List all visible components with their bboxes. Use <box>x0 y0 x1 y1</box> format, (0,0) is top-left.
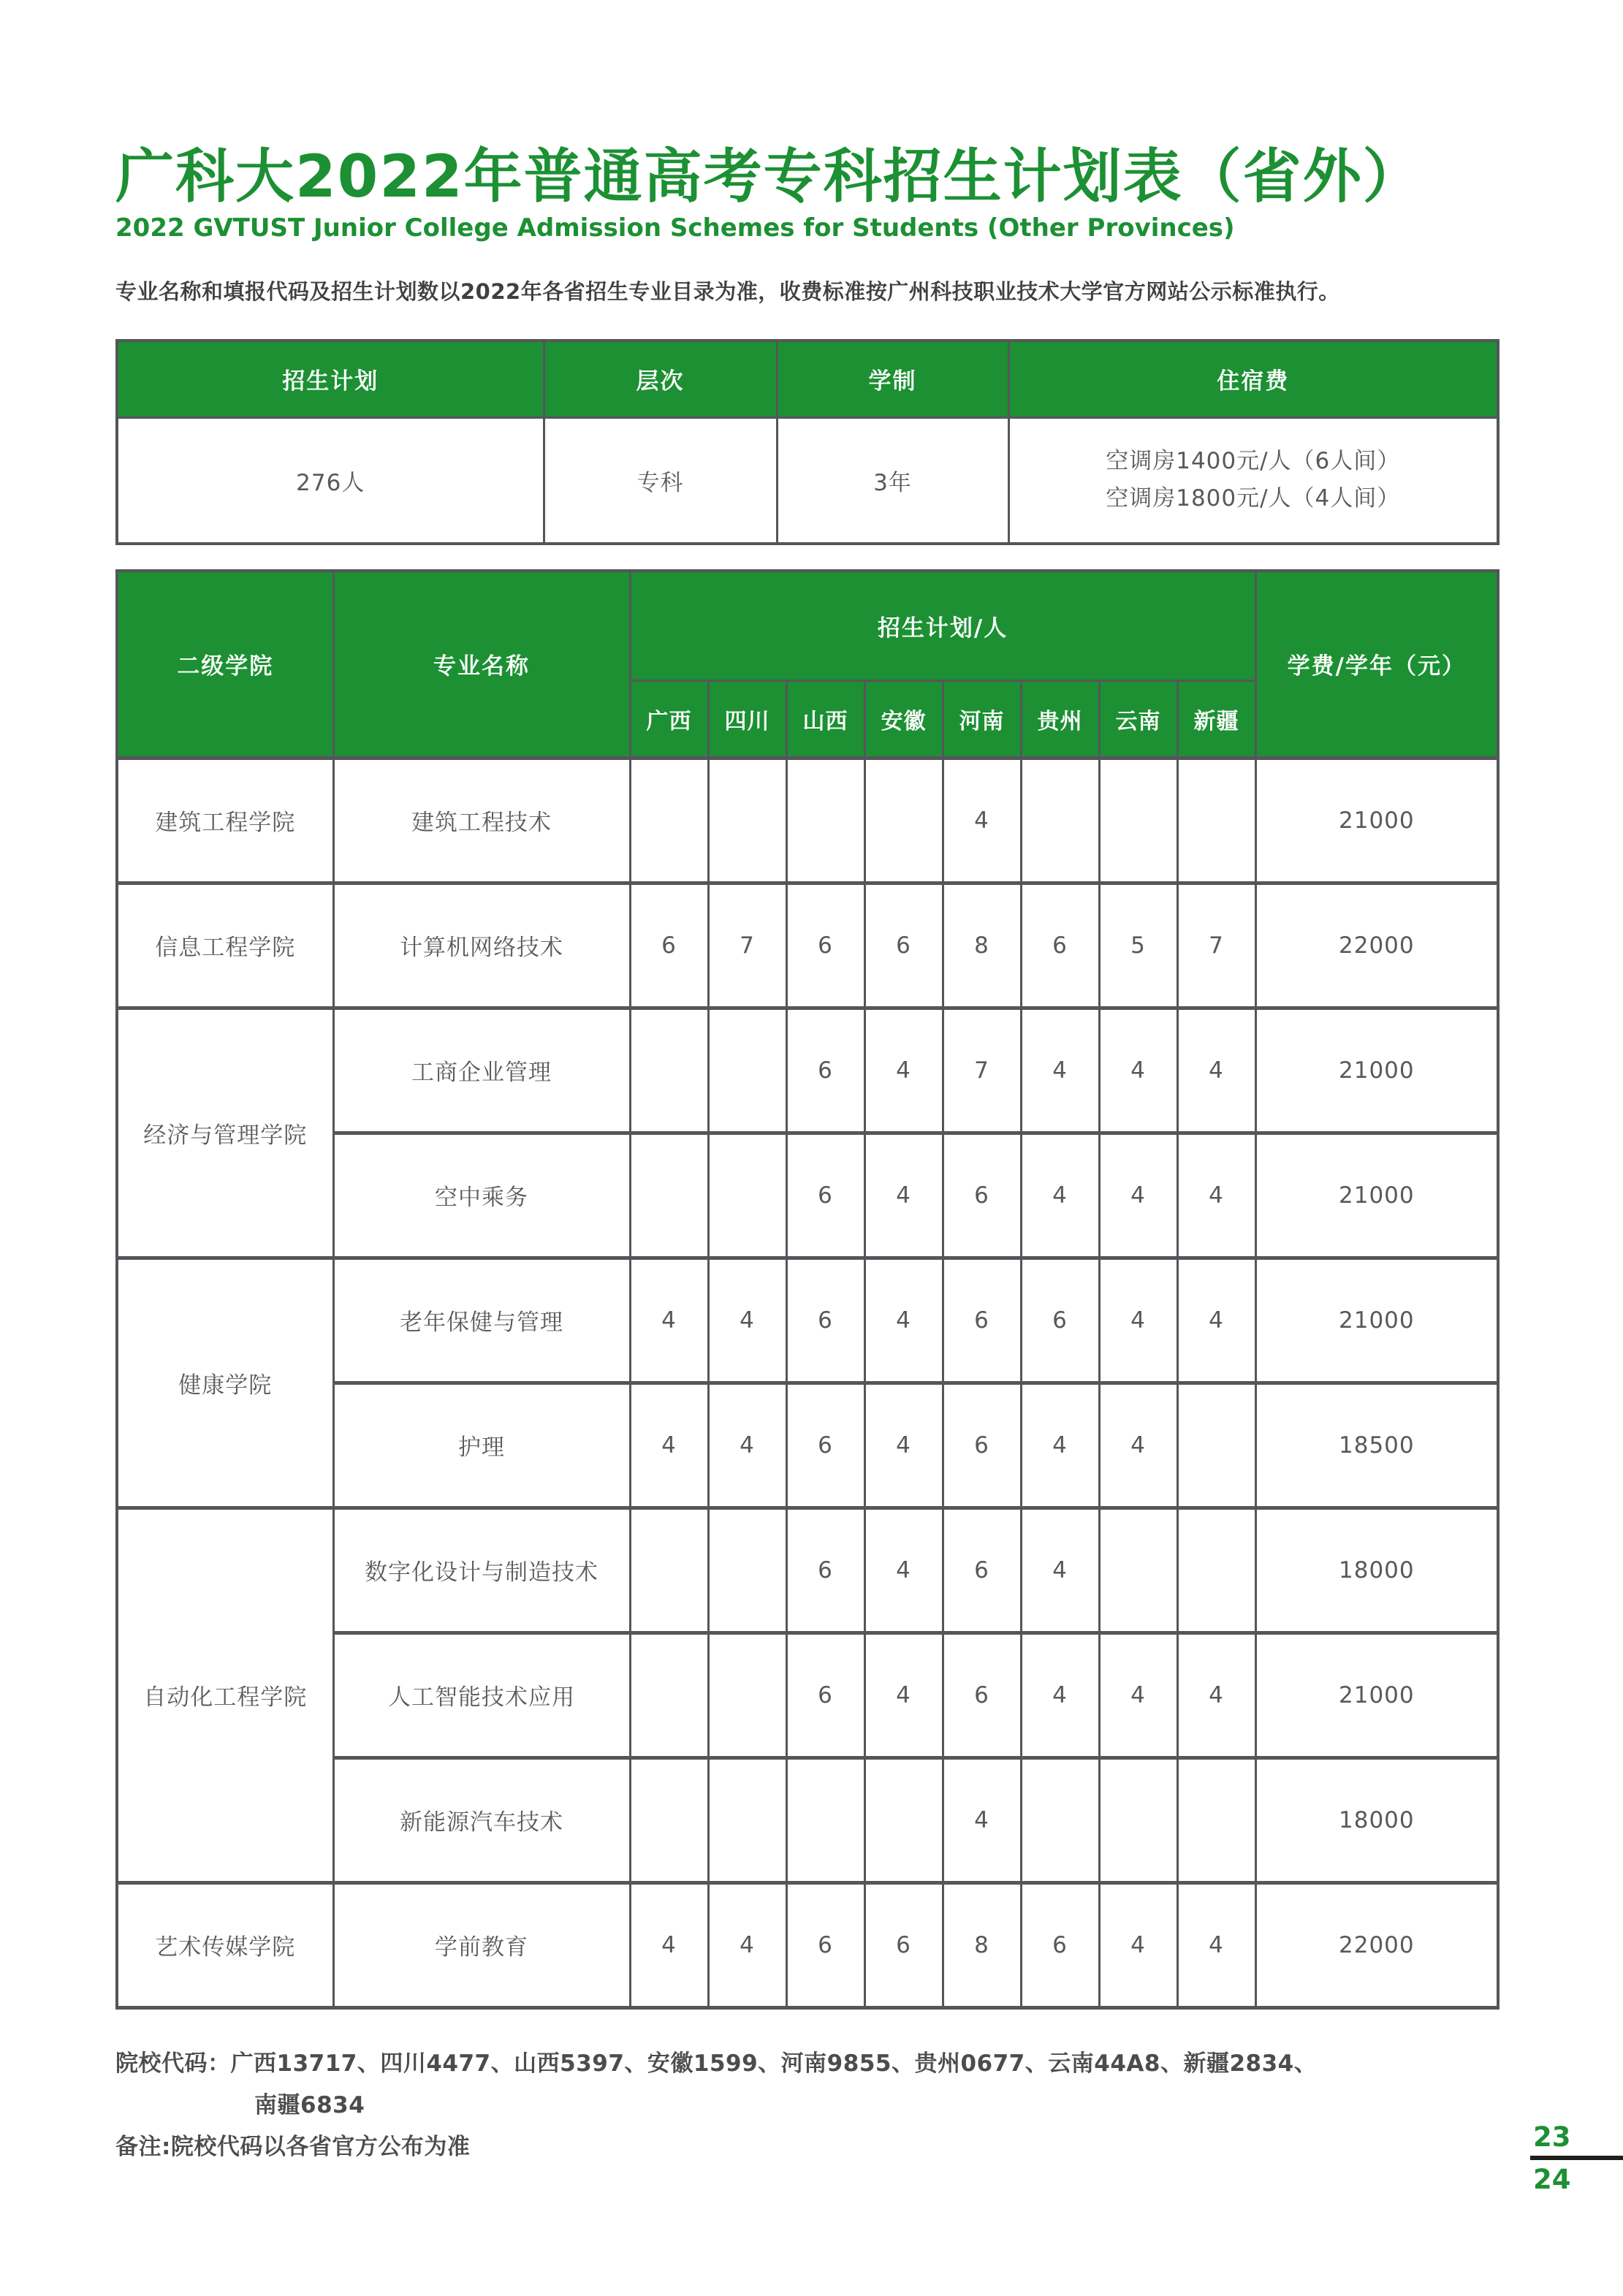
tuition-cell: 18000 <box>1255 1757 1498 1882</box>
plan-count-cell <box>786 1757 864 1882</box>
plan-count-cell: 7 <box>1177 883 1255 1008</box>
plan-count-cell: 4 <box>1099 1008 1177 1133</box>
plan-count-cell: 6 <box>786 1882 864 2007</box>
province-header: 安徽 <box>864 680 943 758</box>
plan-table-body <box>117 758 1498 2007</box>
page-marker <box>1530 2121 1623 2197</box>
plan-count-cell: 4 <box>1099 1383 1177 1508</box>
major-cell: 建筑工程技术 <box>333 758 630 883</box>
plan-count-cell: 4 <box>1099 1258 1177 1383</box>
plan-count-cell: 6 <box>1021 1882 1099 2007</box>
plan-count-cell: 8 <box>943 883 1021 1008</box>
plan-header-row-1 <box>117 571 1498 681</box>
province-header: 广西 <box>630 680 708 758</box>
plan-count-cell: 6 <box>943 1508 1021 1632</box>
level-cell: 专科 <box>544 417 777 544</box>
plan-table-row <box>117 883 1498 1008</box>
college-cell: 经济与管理学院 <box>117 1008 333 1258</box>
tuition-cell: 21000 <box>1255 1632 1498 1757</box>
plan-count-cell: 4 <box>630 1882 708 2007</box>
page-number-divider <box>1530 2156 1623 2160</box>
tuition-cell: 21000 <box>1255 758 1498 883</box>
accommodation-line-1: 空调房1400元/人（6人间） <box>1106 448 1401 475</box>
plan-count-cell <box>708 1632 786 1757</box>
plan-count-cell <box>1021 758 1099 883</box>
college-cell: 艺术传媒学院 <box>117 1882 333 2007</box>
plan-count-cell: 4 <box>708 1383 786 1508</box>
plan-count-cell <box>708 1133 786 1258</box>
plan-count-cell <box>630 1508 708 1632</box>
province-header: 山西 <box>786 680 864 758</box>
major-cell: 数字化设计与制造技术 <box>333 1508 630 1632</box>
plan-count-cell: 4 <box>943 758 1021 883</box>
school-codes-line-2: 南疆6834 <box>254 2092 365 2119</box>
school-codes-line-1: 院校代码：广西13717、四川4477、山西5397、安徽1599、河南9855、贵州0677、云南44A8、新疆2834、 <box>115 2050 1318 2077</box>
plan-count-cell: 4 <box>1021 1133 1099 1258</box>
college-cell: 自动化工程学院 <box>117 1508 333 1882</box>
major-cell: 护理 <box>333 1383 630 1508</box>
plan-table <box>115 569 1500 2010</box>
plan-count-cell <box>708 1757 786 1882</box>
college-cell: 建筑工程学院 <box>117 758 333 883</box>
plan-count-cell <box>1177 758 1255 883</box>
plan-count-cell <box>1099 1508 1177 1632</box>
province-header: 云南 <box>1099 680 1177 758</box>
plan-table-row <box>117 1508 1498 1632</box>
plan-count-cell: 4 <box>1099 1133 1177 1258</box>
plan-count-cell: 6 <box>943 1133 1021 1258</box>
plan-count-cell <box>708 1008 786 1133</box>
plan-count-cell: 6 <box>943 1632 1021 1757</box>
accommodation-cell <box>1008 417 1498 544</box>
plan-count-cell: 4 <box>1099 1632 1177 1757</box>
duration-cell: 3年 <box>777 417 1008 544</box>
college-header: 二级学院 <box>117 571 333 759</box>
plan-count-cell <box>630 758 708 883</box>
page-content <box>115 0 1497 2169</box>
major-cell: 空中乘务 <box>333 1133 630 1258</box>
intro-note: 专业名称和填报代码及招生计划数以2022年各省招生专业目录为准，收费标准按广州科技职业技术大学官方网站公示标准执行。 <box>115 278 1340 304</box>
summary-header-level: 层次 <box>544 341 777 418</box>
plan-count-cell <box>1099 758 1177 883</box>
plan-count-cell <box>1177 1757 1255 1882</box>
province-header: 贵州 <box>1021 680 1099 758</box>
plan-count-cell: 6 <box>1021 883 1099 1008</box>
plan-count-cell <box>630 1632 708 1757</box>
major-header: 专业名称 <box>333 571 630 759</box>
plan-count-cell <box>1099 1757 1177 1882</box>
page-subtitle: 2022 GVTUST Junior College Admission Schemes for Students (Other Provinces) <box>115 213 1235 243</box>
plan-count-cell: 4 <box>1099 1882 1177 2007</box>
tuition-header: 学费/学年（元） <box>1255 571 1498 759</box>
plan-count-cell: 4 <box>1177 1632 1255 1757</box>
plan-count-cell: 8 <box>943 1882 1021 2007</box>
plan-count-cell: 4 <box>708 1258 786 1383</box>
plan-count-cell <box>1177 1383 1255 1508</box>
plan-count-cell <box>1021 1757 1099 1882</box>
province-header: 四川 <box>708 680 786 758</box>
plan-count-cell <box>708 758 786 883</box>
tuition-cell: 18500 <box>1255 1383 1498 1508</box>
plan-count-cell: 4 <box>864 1133 943 1258</box>
footer-notes <box>115 2043 1497 2169</box>
remark-line: 备注:院校代码以各省官方公布为准 <box>115 2134 471 2161</box>
plan-count-cell: 6 <box>786 1508 864 1632</box>
plan-count-cell: 6 <box>943 1258 1021 1383</box>
plan-count-cell: 4 <box>864 1383 943 1508</box>
summary-header-row <box>117 341 1498 418</box>
plan-count-cell: 6 <box>1021 1258 1099 1383</box>
plan-count-cell: 4 <box>1177 1882 1255 2007</box>
plan-count-cell <box>630 1008 708 1133</box>
plan-count-cell: 4 <box>864 1258 943 1383</box>
plan-count-cell: 4 <box>1177 1133 1255 1258</box>
tuition-cell: 22000 <box>1255 1882 1498 2007</box>
plan-count-cell: 7 <box>708 883 786 1008</box>
plan-count-cell: 6 <box>630 883 708 1008</box>
summary-header-plan: 招生计划 <box>117 341 544 418</box>
province-header: 河南 <box>943 680 1021 758</box>
plan-count-cell: 4 <box>943 1757 1021 1882</box>
plan-table-row <box>117 758 1498 883</box>
tuition-cell: 22000 <box>1255 883 1498 1008</box>
plan-count-cell: 4 <box>1021 1632 1099 1757</box>
plan-count-cell: 6 <box>943 1383 1021 1508</box>
summary-header-duration: 学制 <box>777 341 1008 418</box>
major-cell: 工商企业管理 <box>333 1008 630 1133</box>
plan-count-cell <box>630 1757 708 1882</box>
plan-total-cell: 276人 <box>117 417 544 544</box>
summary-data-row <box>117 417 1498 544</box>
major-cell: 计算机网络技术 <box>333 883 630 1008</box>
plan-count-cell <box>708 1508 786 1632</box>
plan-group-header: 招生计划/人 <box>630 571 1255 681</box>
plan-count-cell: 6 <box>864 1882 943 2007</box>
plan-count-cell: 4 <box>1177 1258 1255 1383</box>
plan-count-cell: 6 <box>786 1008 864 1133</box>
page-title: 广科大2022年普通高考专科招生计划表（省外） <box>115 142 1423 210</box>
plan-count-cell: 4 <box>1177 1008 1255 1133</box>
plan-table-row <box>117 1008 1498 1133</box>
plan-count-cell: 6 <box>786 1258 864 1383</box>
tuition-cell: 18000 <box>1255 1508 1498 1632</box>
province-header: 新疆 <box>1177 680 1255 758</box>
plan-count-cell: 4 <box>1021 1383 1099 1508</box>
plan-count-cell: 4 <box>1021 1008 1099 1133</box>
major-cell: 人工智能技术应用 <box>333 1632 630 1757</box>
tuition-cell: 21000 <box>1255 1008 1498 1133</box>
plan-count-cell: 7 <box>943 1008 1021 1133</box>
plan-count-cell <box>864 1757 943 1882</box>
plan-count-cell <box>1177 1508 1255 1632</box>
plan-count-cell: 6 <box>786 1383 864 1508</box>
tuition-cell: 21000 <box>1255 1258 1498 1383</box>
plan-count-cell: 4 <box>630 1383 708 1508</box>
major-cell: 学前教育 <box>333 1882 630 2007</box>
plan-count-cell: 6 <box>786 1632 864 1757</box>
plan-count-cell: 6 <box>864 883 943 1008</box>
plan-count-cell: 4 <box>864 1508 943 1632</box>
plan-count-cell: 6 <box>786 883 864 1008</box>
page-number-bottom: 24 <box>1533 2164 1571 2196</box>
plan-count-cell: 4 <box>630 1258 708 1383</box>
college-cell: 信息工程学院 <box>117 883 333 1008</box>
plan-count-cell: 4 <box>864 1008 943 1133</box>
tuition-cell: 21000 <box>1255 1133 1498 1258</box>
accommodation-line-2: 空调房1800元/人（4人间） <box>1106 485 1401 512</box>
plan-table-row <box>117 1258 1498 1383</box>
plan-count-cell: 6 <box>786 1133 864 1258</box>
college-cell: 健康学院 <box>117 1258 333 1508</box>
summary-table <box>115 339 1500 545</box>
plan-count-cell: 4 <box>864 1632 943 1757</box>
page-number-top: 23 <box>1533 2121 1571 2153</box>
plan-count-cell: 4 <box>1021 1508 1099 1632</box>
major-cell: 新能源汽车技术 <box>333 1757 630 1882</box>
summary-header-accommodation: 住宿费 <box>1008 341 1498 418</box>
plan-count-cell <box>864 758 943 883</box>
plan-count-cell: 5 <box>1099 883 1177 1008</box>
plan-count-cell: 4 <box>708 1882 786 2007</box>
plan-table-row <box>117 1882 1498 2007</box>
major-cell: 老年保健与管理 <box>333 1258 630 1383</box>
plan-count-cell <box>630 1133 708 1258</box>
plan-count-cell <box>786 758 864 883</box>
